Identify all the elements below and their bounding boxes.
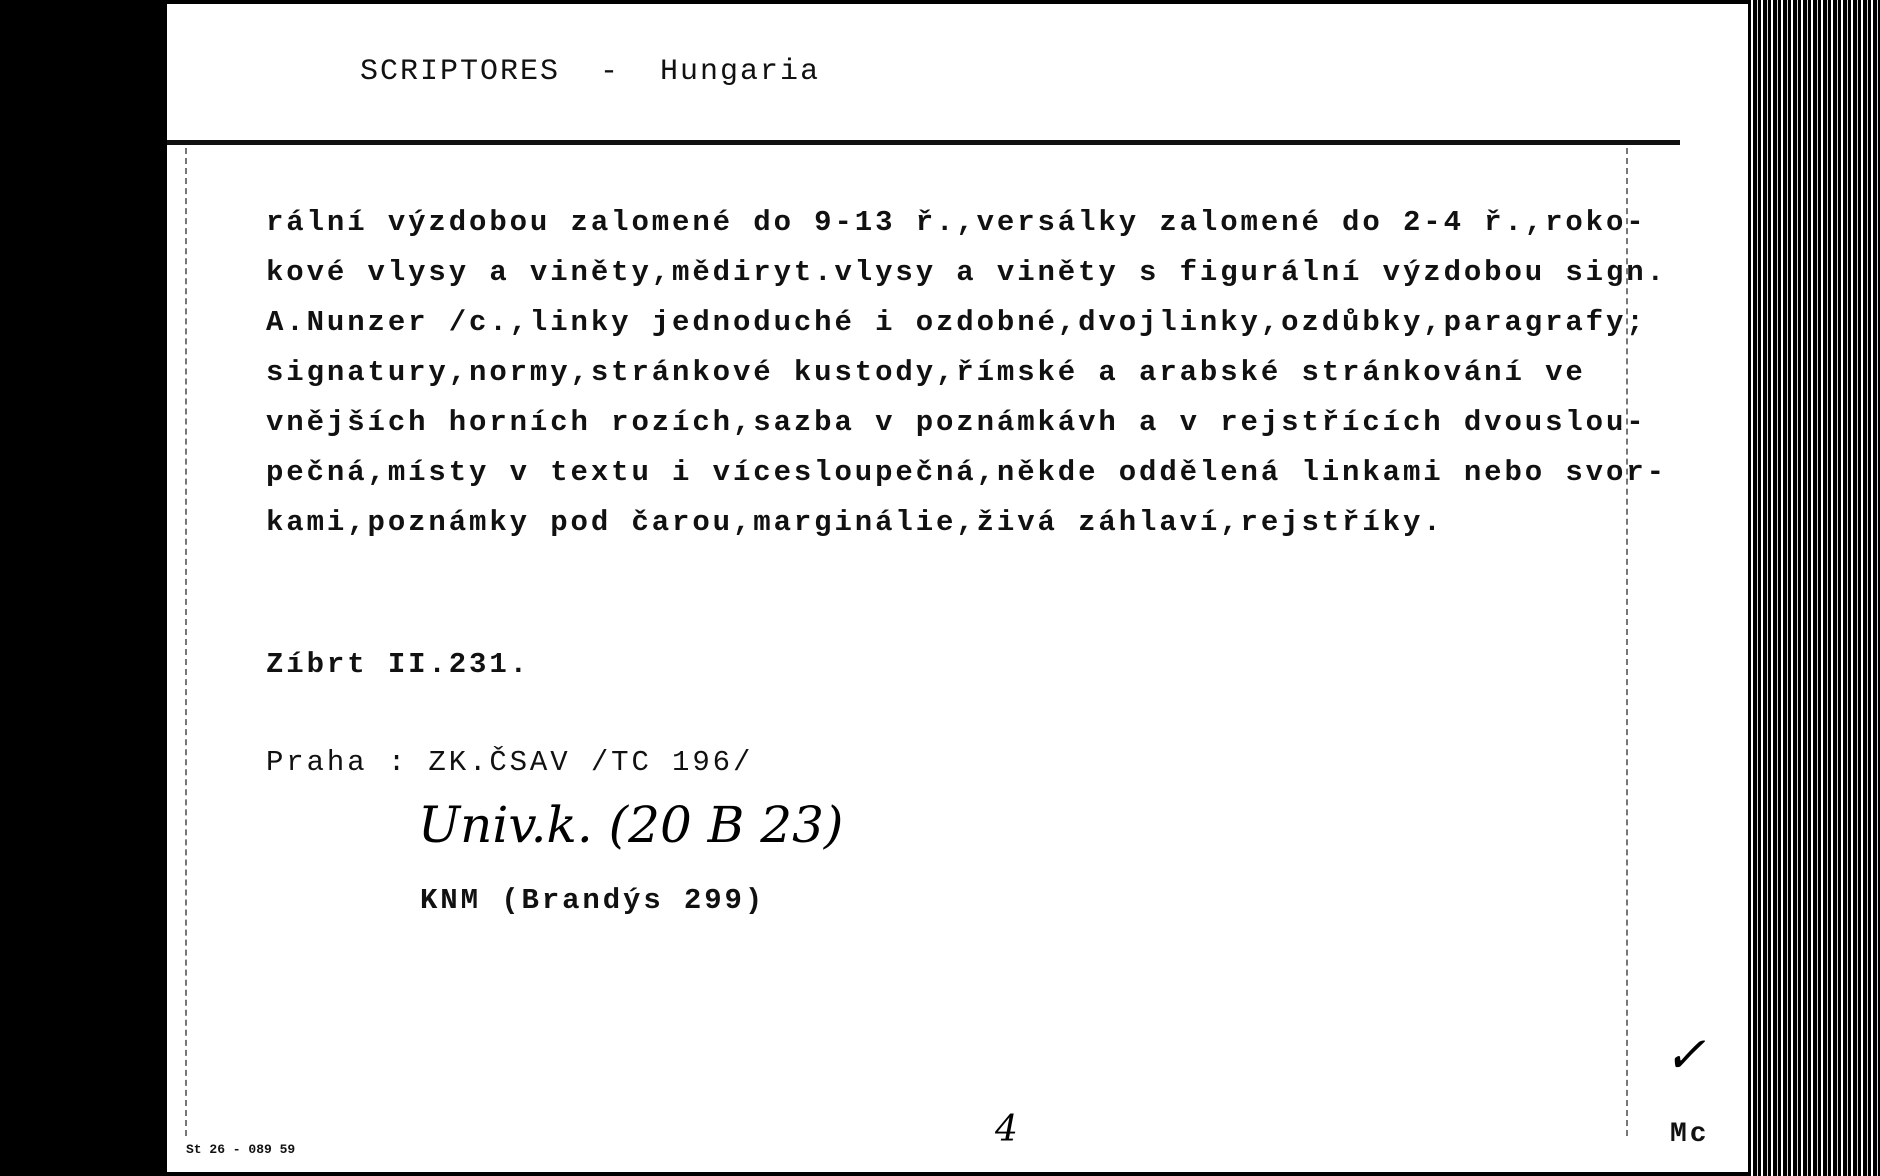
text-line: kové vlysy a viněty,mědiryt.vlysy a viněty s figurální výzdobou sign. bbox=[266, 256, 1667, 289]
heading-rule bbox=[167, 140, 1680, 145]
text-line: A.Nunzer /c.,linky jednoduché i ozdobné,dvojlinky,ozdůbky,paragrafy; bbox=[266, 306, 1647, 339]
check-mark-icon: ✓ bbox=[1664, 1026, 1706, 1084]
initials: Mc bbox=[1670, 1119, 1710, 1150]
card-code: St 26 - 089 59 bbox=[186, 1142, 296, 1157]
page-mark: 4 bbox=[995, 1109, 1018, 1150]
handwritten-shelfmark: Univ.k. (20 B 23) bbox=[418, 796, 844, 854]
text-line: signatury,normy,stránkové kustody,římské a arabské stránkování ve bbox=[266, 356, 1586, 389]
holding-knm: KNM (Brandýs 299) bbox=[420, 884, 766, 917]
card-heading: SCRIPTORES - Hungaria bbox=[360, 55, 821, 89]
holding-praha: Praha : ZK.ČSAV /TC 196/ bbox=[266, 746, 754, 779]
text-line: vnějších horních rozích,sazba v poznámkávh a v rejstřících dvouslou- bbox=[266, 406, 1647, 439]
description-text bbox=[266, 198, 1667, 548]
left-margin-line bbox=[185, 148, 187, 1136]
reference: Zíbrt II.231. bbox=[266, 648, 530, 681]
catalog-card bbox=[167, 4, 1748, 1172]
scan-edge bbox=[1748, 0, 1880, 1176]
text-line: kami,poznámky pod čarou,marginálie,živá záhlaví,rejstříky. bbox=[266, 506, 1444, 539]
text-line: pečná,místy v textu i vícesloupečná,někde oddělená linkami nebo svor- bbox=[266, 456, 1667, 489]
text-line: rální výzdobou zalomené do 9-13 ř.,versálky zalomené do 2-4 ř.,roko- bbox=[266, 206, 1647, 239]
